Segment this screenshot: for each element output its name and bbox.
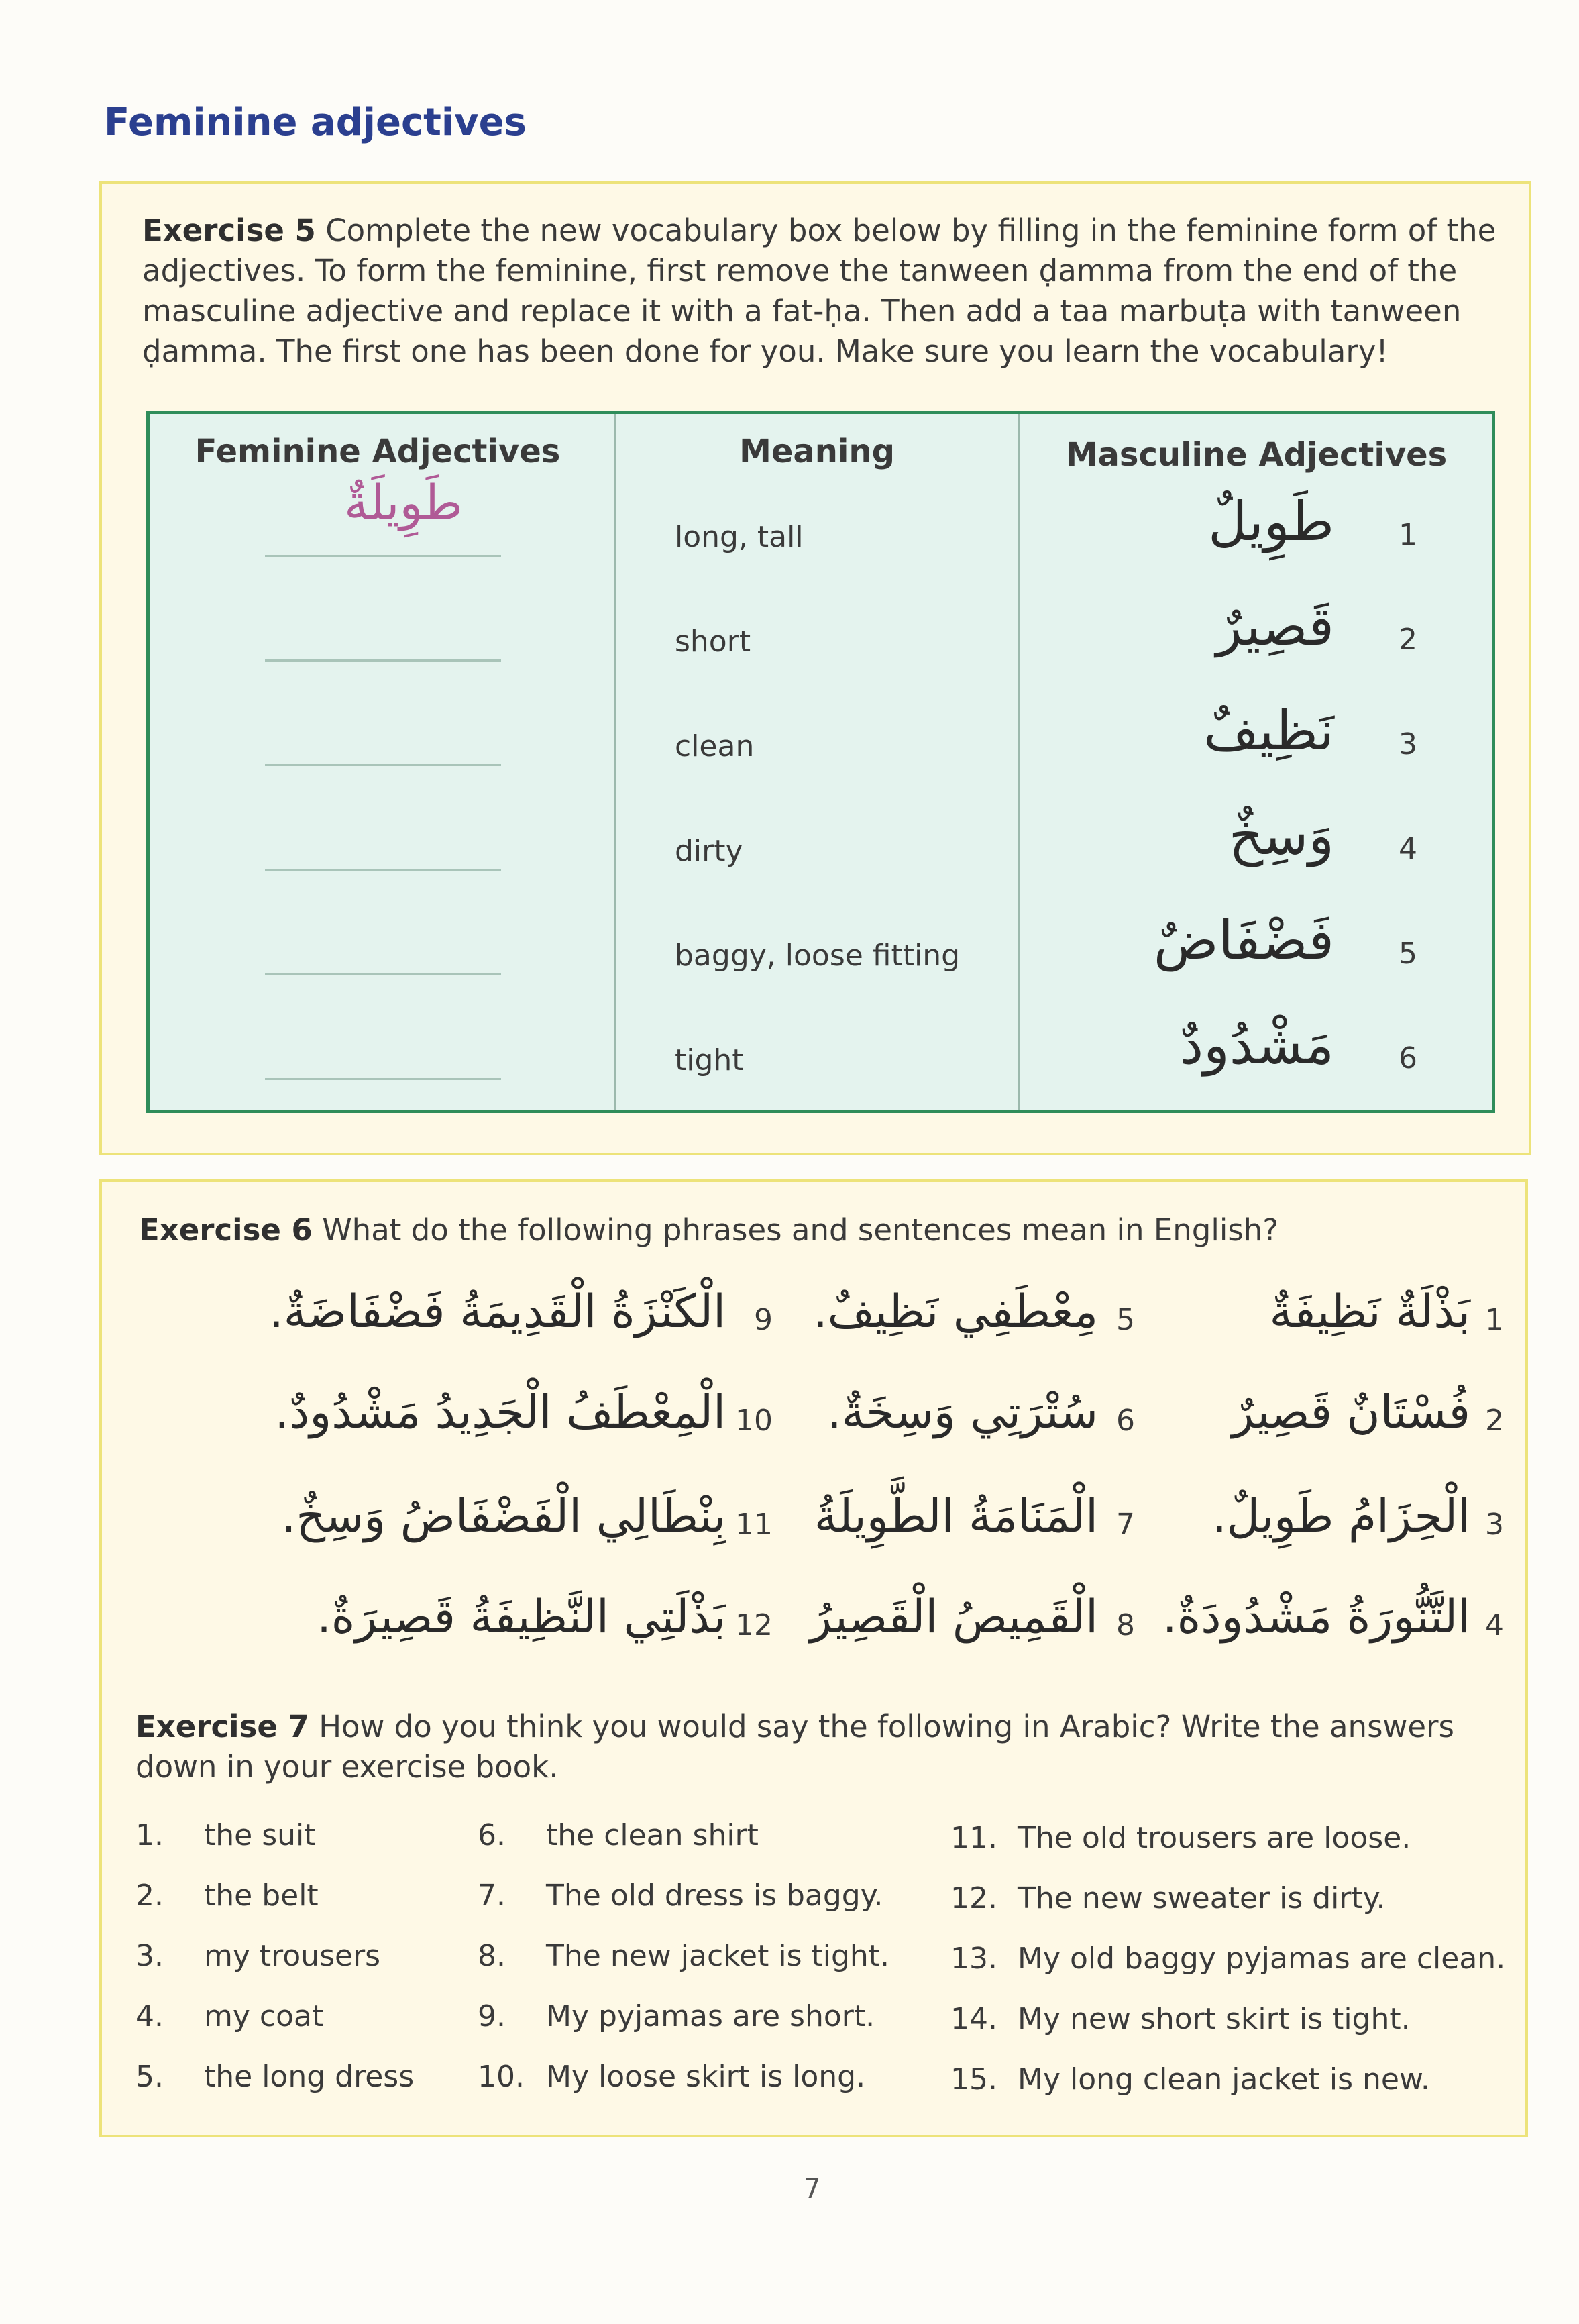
answer-line[interactable] xyxy=(265,659,501,662)
row-number: 1 xyxy=(1399,518,1417,552)
row-number: 6 xyxy=(1399,1041,1417,1075)
item-number: 4. xyxy=(135,1999,164,2034)
vocab-row xyxy=(150,474,1492,587)
translation-item xyxy=(478,1879,883,1913)
meaning: clean xyxy=(675,729,755,763)
exercise-7-label: Exercise 7 xyxy=(135,1709,309,1744)
item-text: the suit xyxy=(204,1818,316,1852)
exercise-7-instructions xyxy=(135,1707,1454,1787)
phrase-number: 7 xyxy=(1116,1508,1135,1542)
exercise-6-instructions xyxy=(139,1210,1278,1251)
exercise-6-label: Exercise 6 xyxy=(139,1212,313,1248)
exercise-5-instructions xyxy=(142,211,1496,372)
item-text: My pyjamas are short. xyxy=(546,1999,875,2034)
phrase-arabic: الْقَمِيصُ الْقَصِيرُ xyxy=(810,1591,1098,1644)
phrase-number: 1 xyxy=(1485,1303,1504,1337)
row-number: 5 xyxy=(1399,937,1417,971)
item-text: my trousers xyxy=(204,1939,381,1973)
phrase-item xyxy=(1148,1588,1524,1662)
item-number: 15. xyxy=(950,2062,997,2097)
translation-item xyxy=(950,1881,1386,1915)
vocab-row xyxy=(150,1004,1492,1110)
page-title: Feminine adjectives xyxy=(104,101,527,144)
phrase-arabic: مِعْطَفِي نَظِيفٌ. xyxy=(813,1285,1098,1338)
translation-item xyxy=(950,1821,1411,1855)
vocabulary-table xyxy=(146,411,1495,1113)
translation-item xyxy=(135,1818,316,1852)
item-number: 1. xyxy=(135,1818,164,1852)
phrase-item xyxy=(1148,1283,1524,1357)
phrase-arabic: التَّنُّورَةُ مَشْدُودَةٌ. xyxy=(1162,1591,1470,1644)
translation-item xyxy=(135,1879,319,1913)
phrase-arabic: بَذْلَتِي النَّظِيفَةُ قَصِيرَةٌ. xyxy=(317,1591,726,1644)
phrase-item xyxy=(129,1487,773,1561)
phrase-item xyxy=(129,1383,773,1457)
item-number: 11. xyxy=(950,1821,997,1855)
phrase-arabic: بِنْطَالِي الْفَضْفَاضُ وَسِخٌ. xyxy=(281,1490,726,1543)
phrase-item xyxy=(1148,1383,1524,1457)
item-number: 5. xyxy=(135,2060,164,2094)
meaning: dirty xyxy=(675,834,743,868)
phrase-arabic: الْكَنْزَةُ الْقَدِيمَةُ فَضْفَاضَةٌ. xyxy=(269,1285,726,1338)
answer-line[interactable] xyxy=(265,973,501,975)
header-masculine: Masculine Adjectives xyxy=(1065,436,1448,474)
phrase-number: 11 xyxy=(735,1508,773,1542)
translation-item xyxy=(478,1939,890,1973)
phrase-number: 10 xyxy=(735,1404,773,1438)
translation-item xyxy=(478,1999,875,2034)
phrase-arabic: فُسْتَانٌ قَصِيرٌ xyxy=(1232,1386,1470,1439)
phrase-number: 8 xyxy=(1116,1608,1135,1642)
exercise-5-box xyxy=(99,181,1531,1155)
item-number: 3. xyxy=(135,1939,164,1973)
phrase-arabic: بَذْلَةٌ نَظِيفَةٌ xyxy=(1269,1285,1470,1338)
item-number: 12. xyxy=(950,1881,997,1915)
vocab-row xyxy=(150,586,1492,692)
phrase-arabic: الْمَنَامَةُ الطَّوِيلَةُ xyxy=(814,1490,1098,1543)
vocab-row xyxy=(150,900,1492,1006)
masculine-word: نَظِيفٌ xyxy=(1203,700,1334,762)
phrase-arabic: الْمِعْطَفُ الْجَدِيدُ مَشْدُودٌ. xyxy=(274,1386,726,1439)
instr-line: Complete the new vocabulary box below by filling in the feminine form of the xyxy=(325,213,1496,248)
item-text: The old trousers are loose. xyxy=(1018,1821,1411,1855)
meaning: baggy, loose fitting xyxy=(675,939,961,973)
item-number: 13. xyxy=(950,1942,997,1976)
header-feminine: Feminine Adjectives xyxy=(195,433,561,470)
header-meaning: Meaning xyxy=(739,433,895,470)
item-number: 2. xyxy=(135,1879,164,1913)
item-number: 8. xyxy=(478,1939,506,1973)
item-text: the belt xyxy=(204,1879,319,1913)
phrase-number: 12 xyxy=(735,1608,773,1642)
translation-item xyxy=(478,1818,759,1852)
phrase-item xyxy=(1148,1487,1524,1561)
item-number: 6. xyxy=(478,1818,506,1852)
item-text: The new jacket is tight. xyxy=(546,1939,890,1973)
item-text: my coat xyxy=(204,1999,324,2034)
translation-item xyxy=(950,2002,1411,2036)
item-number: 9. xyxy=(478,1999,506,2034)
meaning: short xyxy=(675,625,751,659)
item-text: the long dress xyxy=(204,2060,415,2094)
translation-item xyxy=(950,2062,1430,2097)
row-number: 3 xyxy=(1399,727,1417,761)
answer-line[interactable] xyxy=(265,764,501,766)
translation-item xyxy=(950,1942,1506,1976)
vocab-row xyxy=(150,795,1492,901)
item-text: My old baggy pyjamas are clean. xyxy=(1018,1942,1506,1976)
feminine-answer: طَوِيلَةٌ xyxy=(344,474,463,531)
translation-item xyxy=(135,2060,415,2094)
phrase-number: 6 xyxy=(1116,1404,1135,1438)
row-number: 4 xyxy=(1399,832,1417,866)
item-number: 14. xyxy=(950,2002,997,2036)
item-text: The new sweater is dirty. xyxy=(1018,1881,1386,1915)
answer-line[interactable] xyxy=(265,1078,501,1080)
phrase-item xyxy=(773,1283,1148,1357)
phrase-item xyxy=(773,1588,1148,1662)
phrase-item xyxy=(773,1383,1148,1457)
meaning: long, tall xyxy=(675,520,804,554)
phrase-arabic: الْحِزَامُ طَوِيلٌ. xyxy=(1212,1490,1470,1543)
page-number: 7 xyxy=(804,2174,821,2205)
row-number: 2 xyxy=(1399,623,1417,657)
item-number: 7. xyxy=(478,1879,506,1913)
masculine-word: طَوِيلٌ xyxy=(1208,490,1334,553)
instr-line: down in your exercise book. xyxy=(135,1749,559,1785)
phrase-item xyxy=(773,1487,1148,1561)
masculine-word: مَشْدُودٌ xyxy=(1179,1014,1334,1076)
phrase-item xyxy=(129,1283,773,1357)
masculine-word: قَصِيرٌ xyxy=(1216,595,1334,657)
item-text: My long clean jacket is new. xyxy=(1018,2062,1430,2097)
vocab-row xyxy=(150,690,1492,796)
masculine-word: فَضْفَاضٌ xyxy=(1153,909,1334,971)
phrase-number: 9 xyxy=(754,1303,773,1337)
exercise-6-7-box xyxy=(99,1179,1528,2137)
translation-item xyxy=(135,1999,324,2034)
item-text: The old dress is baggy. xyxy=(546,1879,883,1913)
translation-item xyxy=(135,1939,381,1973)
phrase-number: 2 xyxy=(1485,1404,1504,1438)
translation-item xyxy=(478,2060,866,2094)
phrase-number: 4 xyxy=(1485,1608,1504,1642)
item-text: My new short skirt is tight. xyxy=(1018,2002,1411,2036)
item-text: My loose skirt is long. xyxy=(546,2060,866,2094)
item-text: the clean shirt xyxy=(546,1818,759,1852)
item-number: 10. xyxy=(478,2060,525,2094)
instr-line: ḍamma. The first one has been done for you. Make sure you learn the vocabulary! xyxy=(142,333,1389,369)
meaning: tight xyxy=(675,1043,744,1077)
answer-line[interactable] xyxy=(265,869,501,871)
phrase-number: 3 xyxy=(1485,1508,1504,1542)
instr-line: How do you think you would say the following in Arabic? Write the answers xyxy=(319,1709,1454,1744)
masculine-word: وَسِخٌ xyxy=(1228,804,1334,867)
instr-line: adjectives. To form the feminine, first remove the tanween ḍamma from the end of the xyxy=(142,253,1458,288)
instr-line: masculine adjective and replace it with a fat-ḥa. Then add a taa marbuṭa with tanween xyxy=(142,293,1462,329)
phrase-number: 5 xyxy=(1116,1303,1135,1337)
exercise-5-label: Exercise 5 xyxy=(142,213,316,248)
phrase-arabic: سُتْرَتِي وَسِخَةٌ. xyxy=(826,1386,1098,1439)
answer-line[interactable] xyxy=(265,555,501,557)
phrase-item xyxy=(129,1588,773,1662)
instr-line: What do the following phrases and sentences mean in English? xyxy=(322,1212,1279,1248)
